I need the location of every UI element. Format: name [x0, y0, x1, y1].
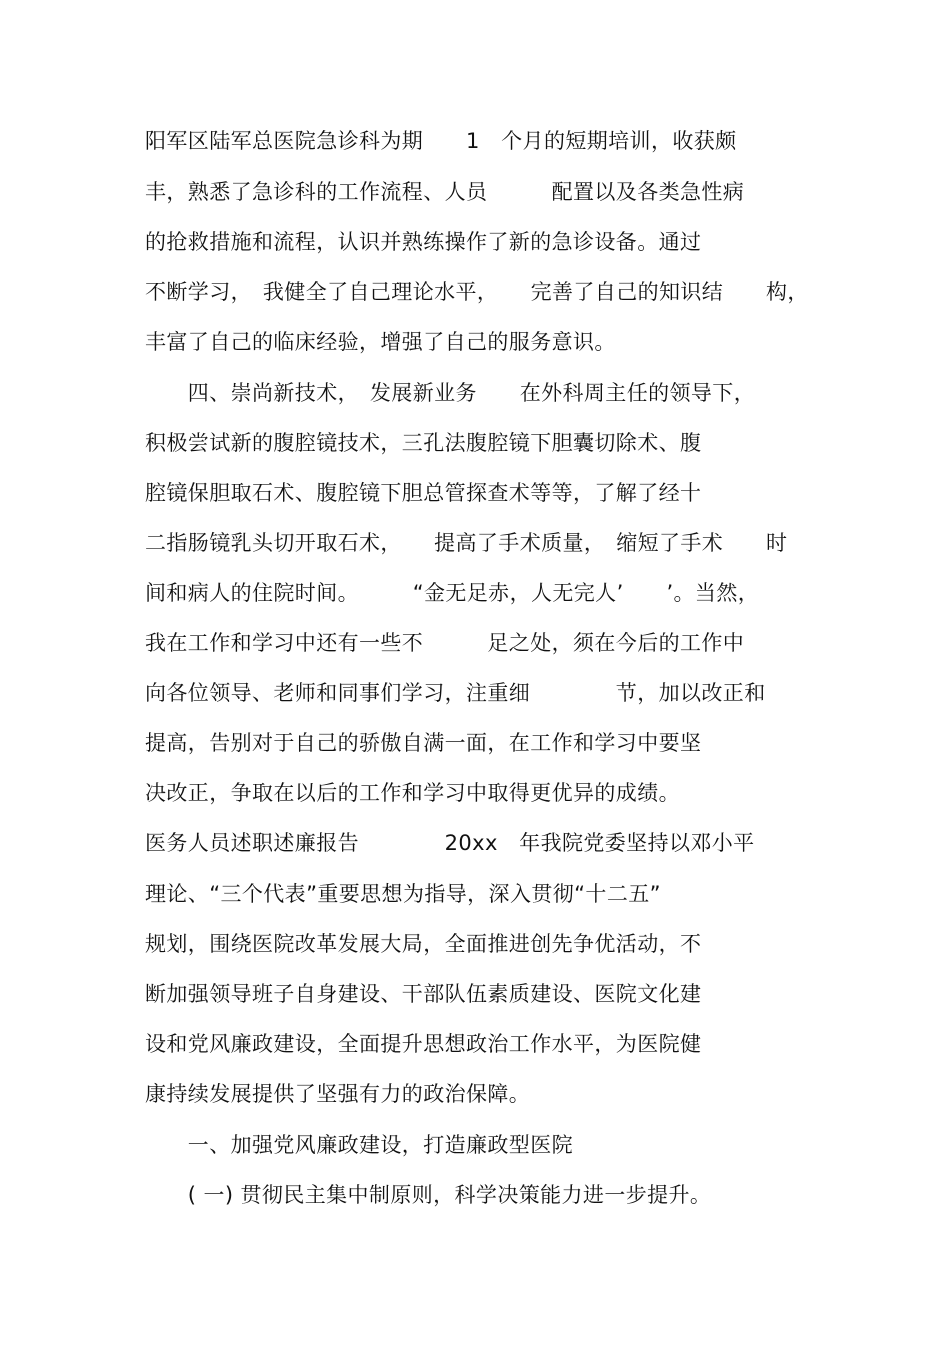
- text-line-18: 断加强领导班子自身建设、干部队伍素质建设、医院文化建: [145, 982, 702, 1006]
- text-line-16: 理论、“三个代表”重要思想为指导，深入贯彻“十二五”: [145, 882, 661, 906]
- text-line-10: 间和病人的住院时间。 “金无足赤，人无完人’ ’。当然，: [145, 581, 760, 605]
- text-line-2: 丰，熟悉了急诊科的工作流程、人员 配置以及各类急性病: [145, 180, 745, 204]
- text-line-3: 的抢救措施和流程，认识并熟练操作了新的急诊设备。通过: [145, 230, 702, 254]
- text-line-6: 四、崇尚新技术， 发展新业务 在外科周主任的领导下，: [145, 381, 756, 405]
- text-line-4: 不断学习， 我健全了自己理论水平， 完善了自己的知识结 构，: [145, 280, 809, 304]
- text-line-15: 医务人员述职述廉报告 20xx 年我院党委坚持以邓小平: [145, 831, 755, 855]
- text-line-12: 向各位领导、老师和同事们学习，注重细 节，加以改正和: [145, 681, 766, 705]
- text-line-8: 腔镜保胆取石术、腹腔镜下胆总管探查术等等，了解了经十: [145, 481, 702, 505]
- text-line-17: 规划，围绕医院改革发展大局，全面推进创先争优活动，不: [145, 932, 702, 956]
- text-line-21: 一、加强党风廉政建设，打造廉政型医院: [145, 1133, 573, 1157]
- text-line-22: ( 一) 贯彻民主集中制原则，科学决策能力进一步提升。: [145, 1183, 712, 1207]
- text-line-9: 二指肠镜乳头切开取石术， 提高了手术质量， 缩短了手术 时: [145, 531, 788, 555]
- text-line-13: 提高，告别对于自己的骄傲自满一面，在工作和学习中要坚: [145, 731, 702, 755]
- text-line-14: 决改正，争取在以后的工作和学习中取得更优异的成绩。: [145, 781, 680, 805]
- text-line-7: 积极尝试新的腹腔镜技术，三孔法腹腔镜下胆囊切除术、腹: [145, 431, 702, 455]
- text-line-20: 康持续发展提供了坚强有力的政治保障。: [145, 1082, 531, 1106]
- text-line-11: 我在工作和学习中还有一些不 足之处，须在今后的工作中: [145, 631, 745, 655]
- text-line-1: 阳军区陆军总医院急诊科为期 1 个月的短期培训，收获颇: [145, 129, 737, 153]
- text-line-19: 设和党风廉政建设，全面提升思想政治工作水平，为医院健: [145, 1032, 702, 1056]
- text-line-5: 丰富了自己的临床经验，增强了自己的服务意识。: [145, 330, 616, 354]
